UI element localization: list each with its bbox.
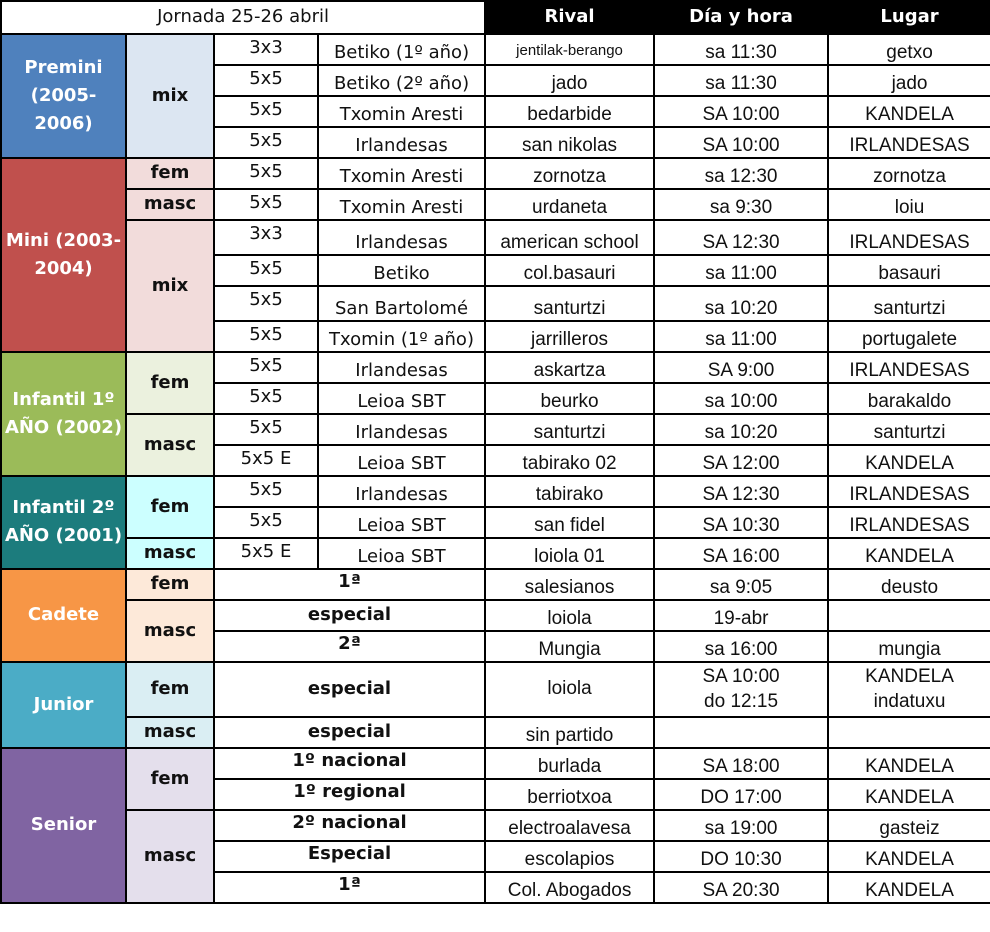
- format-cell: 5x5: [214, 158, 318, 189]
- subgroup-masc: masc: [126, 538, 214, 569]
- venue-cell: IRLANDESAS: [828, 127, 990, 158]
- subgroup-masc: masc: [126, 414, 214, 476]
- subgroup-masc: masc: [126, 189, 214, 220]
- rival-cell: san nikolas: [485, 127, 654, 158]
- rival-cell: Mungia: [485, 631, 654, 662]
- team-cell: Irlandesas: [318, 352, 485, 383]
- team-cell: Betiko: [318, 255, 485, 286]
- team-cell: San Bartolomé: [318, 286, 485, 321]
- venue-cell: IRLANDESAS: [828, 352, 990, 383]
- team-cell: Leioa SBT: [318, 507, 485, 538]
- datetime-cell: DO 10:30: [654, 841, 828, 872]
- rival-cell: loiola 01: [485, 538, 654, 569]
- datetime-cell: sa 9:30: [654, 189, 828, 220]
- category-infantil-1: Infantil 1º AÑO (2002): [1, 352, 126, 476]
- subgroup-fem: fem: [126, 569, 214, 600]
- venue-cell: jado: [828, 65, 990, 96]
- venue-cell: mungia: [828, 631, 990, 662]
- format-cell: 3x3: [214, 34, 318, 65]
- venue-cell: KANDELA: [828, 872, 990, 903]
- subgroup-fem: fem: [126, 476, 214, 538]
- format-cell: 5x5: [214, 321, 318, 352]
- subgroup-fem: fem: [126, 352, 214, 414]
- venue-cell: getxo: [828, 34, 990, 65]
- venue-cell: deusto: [828, 569, 990, 600]
- rival-cell: jentilak-berango: [485, 34, 654, 65]
- format-cell: 5x5: [214, 255, 318, 286]
- format-cell: 5x5: [214, 286, 318, 321]
- datetime-cell: 19-abr: [654, 600, 828, 631]
- rival-cell: tabirako: [485, 476, 654, 507]
- venue-line: KANDELA: [865, 666, 954, 687]
- team-cell: Betiko (1º año): [318, 34, 485, 65]
- rival-cell: urdaneta: [485, 189, 654, 220]
- rival-cell: beurko: [485, 383, 654, 414]
- team-cell: Irlandesas: [318, 127, 485, 158]
- level-cell: Especial: [214, 841, 485, 872]
- rival-cell: loiola: [485, 600, 654, 631]
- category-cadete: Cadete: [1, 569, 126, 662]
- venue-cell: basauri: [828, 255, 990, 286]
- format-cell: 5x5: [214, 189, 318, 220]
- datetime-cell: SA 20:30: [654, 872, 828, 903]
- table-row: [1, 662, 990, 717]
- team-cell: Leioa SBT: [318, 383, 485, 414]
- datetime-cell: sa 11:30: [654, 65, 828, 96]
- datetime-cell: SA 10:30: [654, 507, 828, 538]
- table-row: [1, 569, 990, 600]
- rival-cell: san fidel: [485, 507, 654, 538]
- table-row: [1, 352, 990, 383]
- team-cell: Irlandesas: [318, 414, 485, 445]
- venue-cell: [828, 600, 990, 631]
- datetime-cell: sa 11:30: [654, 34, 828, 65]
- datetime-cell: SA 16:00: [654, 538, 828, 569]
- level-cell: especial: [214, 717, 485, 748]
- venue-cell: IRLANDESAS: [828, 476, 990, 507]
- team-cell: Txomin Aresti: [318, 96, 485, 127]
- team-cell: Txomin Aresti: [318, 158, 485, 189]
- venue-cell: IRLANDESAS: [828, 507, 990, 538]
- rival-cell: zornotza: [485, 158, 654, 189]
- table-row: [1, 810, 990, 841]
- jornada-title: Jornada 25-26 abril: [1, 1, 485, 34]
- level-cell: 1º regional: [214, 779, 485, 810]
- format-cell: 5x5: [214, 383, 318, 414]
- datetime-cell: sa 9:05: [654, 569, 828, 600]
- format-cell: 5x5 E: [214, 538, 318, 569]
- header-row: [1, 1, 990, 34]
- rival-cell: electroalavesa: [485, 810, 654, 841]
- venue-cell: KANDELA: [828, 841, 990, 872]
- datetime-cell: sa 10:20: [654, 414, 828, 445]
- table-row: [1, 476, 990, 507]
- venue-cell: KANDELA: [828, 748, 990, 779]
- subgroup-fem: fem: [126, 748, 214, 810]
- datetime-cell: sa 10:20: [654, 286, 828, 321]
- venue-cell: barakaldo: [828, 383, 990, 414]
- datetime-cell: SA 12:30: [654, 476, 828, 507]
- datetime-cell: SA 12:00: [654, 445, 828, 476]
- venue-cell: KANDELA: [828, 445, 990, 476]
- venue-cell: zornotza: [828, 158, 990, 189]
- team-cell: Irlandesas: [318, 220, 485, 255]
- venue-cell: santurtzi: [828, 286, 990, 321]
- table-row: [1, 600, 990, 631]
- rival-cell: santurtzi: [485, 414, 654, 445]
- rival-cell: Col. Abogados: [485, 872, 654, 903]
- venue-cell: loiu: [828, 189, 990, 220]
- level-cell: especial: [214, 600, 485, 631]
- venue-cell: portugalete: [828, 321, 990, 352]
- rival-cell: jarrilleros: [485, 321, 654, 352]
- venue-cell: IRLANDESAS: [828, 220, 990, 255]
- team-cell: Txomin Aresti: [318, 189, 485, 220]
- format-cell: 3x3: [214, 220, 318, 255]
- format-cell: 5x5: [214, 414, 318, 445]
- rival-cell: tabirako 02: [485, 445, 654, 476]
- format-cell: 5x5: [214, 352, 318, 383]
- table-row: [1, 717, 990, 748]
- rival-cell: escolapios: [485, 841, 654, 872]
- rival-cell: bedarbide: [485, 96, 654, 127]
- format-cell: 5x5 E: [214, 445, 318, 476]
- format-cell: 5x5: [214, 476, 318, 507]
- datetime-cell: [654, 662, 828, 717]
- table-row: [1, 34, 990, 65]
- table-row: [1, 748, 990, 779]
- datetime-line: SA 10:00: [702, 666, 780, 687]
- datetime-cell: SA 10:00: [654, 96, 828, 127]
- datetime-line: do 12:15: [704, 691, 779, 712]
- rival-cell: santurtzi: [485, 286, 654, 321]
- rival-cell: salesianos: [485, 569, 654, 600]
- datetime-cell: sa 19:00: [654, 810, 828, 841]
- team-cell: Leioa SBT: [318, 445, 485, 476]
- format-cell: 5x5: [214, 507, 318, 538]
- team-cell: Txomin (1º año): [318, 321, 485, 352]
- subgroup-fem: fem: [126, 158, 214, 189]
- level-cell: 1ª: [214, 569, 485, 600]
- category-mini: Mini (2003-2004): [1, 158, 126, 352]
- team-cell: Irlandesas: [318, 476, 485, 507]
- format-cell: 5x5: [214, 96, 318, 127]
- rival-cell: american school: [485, 220, 654, 255]
- datetime-cell: SA 10:00: [654, 127, 828, 158]
- rival-cell: col.basauri: [485, 255, 654, 286]
- subgroup-mix: mix: [126, 220, 214, 352]
- category-senior: Senior: [1, 748, 126, 903]
- venue-cell: gasteiz: [828, 810, 990, 841]
- category-infantil-2: Infantil 2º AÑO (2001): [1, 476, 126, 569]
- venue-cell: [828, 662, 990, 717]
- header-lugar: Lugar: [828, 1, 990, 34]
- table-row: [1, 158, 990, 189]
- venue-cell: [828, 717, 990, 748]
- level-cell: 2º nacional: [214, 810, 485, 841]
- subgroup-masc: masc: [126, 810, 214, 903]
- rival-cell: burlada: [485, 748, 654, 779]
- category-premini: Premini (2005-2006): [1, 34, 126, 158]
- team-cell: Betiko (2º año): [318, 65, 485, 96]
- rival-cell: sin partido: [485, 717, 654, 748]
- datetime-cell: SA 18:00: [654, 748, 828, 779]
- rival-cell: berriotxoa: [485, 779, 654, 810]
- datetime-cell: sa 10:00: [654, 383, 828, 414]
- table-row: [1, 189, 990, 220]
- level-cell: 1ª: [214, 872, 485, 903]
- format-cell: 5x5: [214, 65, 318, 96]
- level-cell: 2ª: [214, 631, 485, 662]
- format-cell: 5x5: [214, 127, 318, 158]
- header-dia: Día y hora: [654, 1, 828, 34]
- venue-cell: KANDELA: [828, 96, 990, 127]
- header-rival: Rival: [485, 1, 654, 34]
- datetime-cell: [654, 717, 828, 748]
- table-row: [1, 414, 990, 445]
- datetime-cell: sa 11:00: [654, 255, 828, 286]
- team-cell: Leioa SBT: [318, 538, 485, 569]
- level-cell: especial: [214, 662, 485, 717]
- datetime-cell: SA 9:00: [654, 352, 828, 383]
- subgroup-fem: fem: [126, 662, 214, 717]
- subgroup-mix: mix: [126, 34, 214, 158]
- venue-cell: santurtzi: [828, 414, 990, 445]
- level-cell: 1º nacional: [214, 748, 485, 779]
- rival-cell: jado: [485, 65, 654, 96]
- venue-cell: KANDELA: [828, 538, 990, 569]
- datetime-cell: DO 17:00: [654, 779, 828, 810]
- table-row: [1, 220, 990, 255]
- category-junior: Junior: [1, 662, 126, 748]
- datetime-cell: sa 16:00: [654, 631, 828, 662]
- datetime-cell: sa 12:30: [654, 158, 828, 189]
- subgroup-masc: masc: [126, 600, 214, 662]
- datetime-cell: sa 11:00: [654, 321, 828, 352]
- datetime-cell: SA 12:30: [654, 220, 828, 255]
- venue-line: indatuxu: [873, 691, 946, 712]
- table-row: [1, 538, 990, 569]
- rival-cell: loiola: [485, 662, 654, 717]
- subgroup-masc: masc: [126, 717, 214, 748]
- venue-cell: KANDELA: [828, 779, 990, 810]
- rival-cell: askartza: [485, 352, 654, 383]
